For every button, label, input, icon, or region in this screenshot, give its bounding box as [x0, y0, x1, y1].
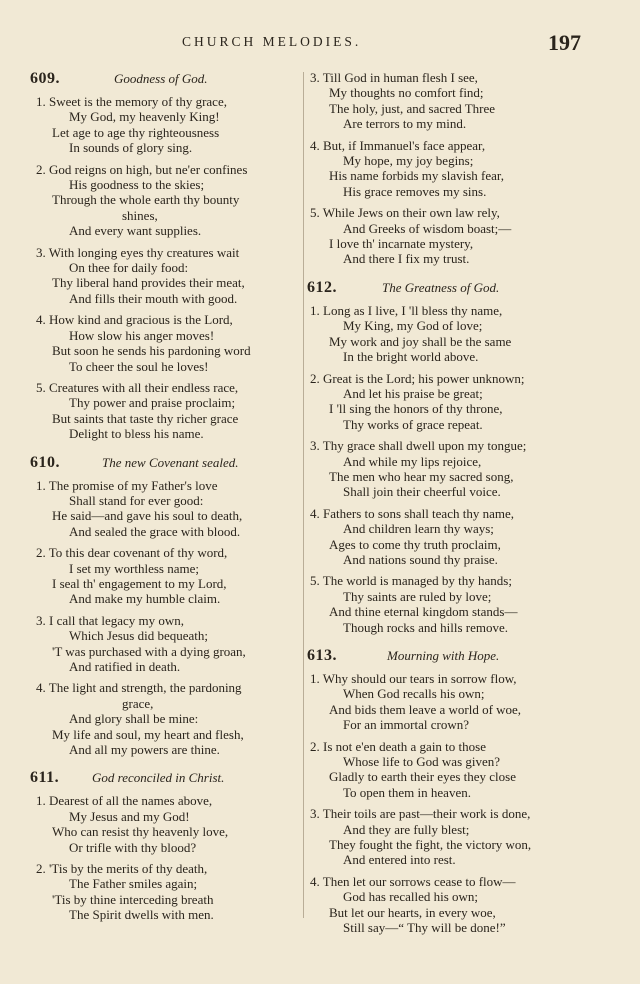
verse-line: My life and soul, my heart and flesh,	[52, 726, 244, 742]
verse-line: 4. Fathers to sons shall teach thy name,	[310, 505, 514, 521]
verse-line: Thy saints are ruled by love;	[343, 588, 492, 604]
verse-line: And sealed the grace with blood.	[69, 523, 241, 539]
verse	[307, 506, 579, 568]
hymn-number: 611.	[30, 769, 60, 787]
hymn-609	[30, 70, 302, 442]
verse-line: His goodness to the skies;	[69, 177, 205, 193]
verse-line: 1. Long as I live, I 'll bless thy name,	[310, 302, 503, 318]
verse-line: Through the whole earth thy bounty	[52, 192, 240, 208]
verse-line: Shall join their cheerful voice.	[343, 484, 501, 500]
hymn-number: 610.	[30, 453, 60, 471]
hymn-611-continued	[307, 70, 579, 267]
verse	[30, 680, 302, 757]
hymn-611	[30, 769, 302, 922]
verse-line: And they are fully blest;	[343, 821, 470, 837]
verse-line: 2. God reigns on high, but ne'er confines	[36, 161, 248, 177]
verse-line: When God recalls his own;	[343, 686, 485, 702]
verse	[30, 312, 302, 374]
hymn-612	[307, 279, 579, 635]
verse-line: But let our hearts, in every woe,	[329, 904, 496, 920]
verse-line: My thoughts no comfort find;	[329, 85, 484, 101]
hymn-title: Mourning with Hope.	[387, 648, 500, 663]
running-head: CHURCH MELODIES.	[182, 34, 362, 49]
verse-line: In the bright world above.	[343, 349, 479, 365]
verse-line: Delight to bless his name.	[69, 426, 204, 442]
verse-line: And fills their mouth with good.	[69, 290, 238, 306]
verse-line: Are terrors to my mind.	[343, 116, 467, 132]
right-column	[307, 70, 579, 942]
hymn-title: The Greatness of God.	[382, 279, 500, 295]
verse-line: For an immortal crown?	[343, 717, 469, 733]
verse-line: I set my worthless name;	[69, 560, 199, 576]
verse	[307, 438, 579, 500]
hymn-title: Goodness of God.	[114, 71, 208, 86]
verse-line: In sounds of glory sing.	[69, 140, 193, 156]
verse-line: The men who hear my sacred song,	[329, 468, 514, 484]
verse	[30, 545, 302, 607]
verse-line: My hope, my joy begins;	[343, 153, 474, 169]
verse	[30, 94, 302, 156]
verse-line: 2. To this dear covenant of thy word,	[36, 545, 228, 561]
verse-line: 2. Is not e'en death a gain to those	[310, 738, 486, 754]
verse-line: Shall stand for ever good:	[69, 492, 204, 508]
hymn-610	[30, 454, 302, 758]
verse	[30, 613, 302, 675]
verse-line: Still say—“ Thy will be done!”	[343, 920, 506, 936]
verse-line: They fought the fight, the victory won,	[329, 837, 532, 853]
verse-line: To cheer the soul he loves!	[69, 358, 209, 374]
verse-line: I seal th' engagement to my Lord,	[52, 575, 227, 591]
verse-line: The Father smiles again;	[69, 876, 198, 892]
verse-line: 5. While Jews on their own law rely,	[310, 205, 500, 221]
verse-line: 3. Till God in human flesh I see,	[310, 70, 478, 85]
verse	[307, 138, 579, 200]
verse-line: But saints that taste thy richer grace	[52, 410, 239, 426]
verse-line: Or trifle with thy blood?	[69, 839, 197, 855]
verse-line: shines,	[122, 207, 158, 223]
verse-line: My God, my heavenly King!	[69, 109, 220, 125]
verse-line: And while my lips rejoice,	[343, 453, 482, 469]
hymn-number: 609.	[30, 70, 60, 87]
page-header	[0, 30, 640, 54]
verse-line: 'T was purchased with a dying groan,	[52, 643, 246, 659]
verse-line: Let age to age thy righteousness	[52, 124, 220, 140]
verse-line: 5. Creatures with all their endless race,	[36, 379, 239, 395]
hymn-title: The new Covenant sealed.	[102, 454, 239, 470]
verse-line: 3. Their toils are past—their work is done,	[310, 806, 531, 822]
verse-line: And ratified in death.	[69, 659, 181, 674]
verse-line: And all my powers are thine.	[69, 742, 220, 758]
verse-line: Thy liberal hand provides their meat,	[52, 275, 245, 291]
verse-line: 1. Why should our tears in sorrow flow,	[310, 671, 517, 686]
verse-line: Thy works of grace repeat.	[343, 416, 483, 432]
verse	[307, 671, 579, 733]
verse-line: 4. Then let our sorrows cease to flow—	[310, 873, 516, 889]
verse-line: To open them in heaven.	[343, 784, 471, 800]
verse-line: And bids them leave a world of woe,	[329, 701, 522, 717]
verse	[307, 205, 579, 267]
verse-line: 4. The light and strength, the pardoning	[36, 680, 242, 696]
verse-line: Thy power and praise proclaim;	[69, 395, 236, 411]
verse-line: 1. The promise of my Father's love	[36, 477, 218, 493]
verse-line: My Jesus and my God!	[69, 808, 190, 824]
verse-line: 1. Sweet is the memory of thy grace,	[36, 94, 227, 109]
verse	[30, 793, 302, 855]
left-column	[30, 70, 302, 929]
hymn-number: 613.	[307, 647, 337, 664]
verse-line: 2. 'Tis by the merits of thy death,	[36, 861, 208, 877]
column-divider	[303, 72, 304, 918]
verse-line: 1. Dearest of all the names above,	[36, 793, 213, 809]
verse	[30, 861, 302, 923]
verse	[307, 573, 579, 635]
verse	[307, 371, 579, 433]
verse-line: 2. Great is the Lord; his power unknown;	[310, 370, 525, 386]
verse	[307, 303, 579, 365]
verse-line: But soon he sends his pardoning word	[52, 343, 251, 359]
verse-line: His name forbids my slavish fear,	[329, 168, 504, 184]
verse-line: 'Tis by thine interceding breath	[52, 891, 214, 907]
verse	[30, 162, 302, 239]
verse-line: And glory shall be mine:	[69, 711, 199, 727]
verse	[30, 478, 302, 540]
verse-line: He said—and gave his soul to death,	[52, 508, 243, 524]
verse-line: Though rocks and hills remove.	[343, 619, 508, 635]
verse-line: grace,	[122, 695, 154, 711]
verse-line: Which Jesus did bequeath;	[69, 628, 208, 644]
verse-line: And children learn thy ways;	[343, 521, 494, 537]
verse-line: Gladly to earth their eyes they close	[329, 769, 516, 785]
verse-line: 3. With longing eyes thy creatures wait	[36, 244, 240, 260]
verse-line: And there I fix my trust.	[343, 251, 470, 267]
verse-line: I 'll sing the honors of thy throne,	[329, 401, 503, 417]
verse	[307, 70, 579, 132]
hymn-613	[307, 647, 579, 936]
verse	[307, 806, 579, 868]
verse-line: My work and joy shall be the same	[329, 333, 512, 349]
verse-line: I love th' incarnate mystery,	[329, 236, 474, 252]
verse	[30, 245, 302, 307]
hymn-title: God reconciled in Christ.	[92, 770, 225, 786]
verse-line: 4. But, if Immanuel's face appear,	[310, 137, 486, 153]
verse-line: And nations sound thy praise.	[343, 551, 498, 567]
verse	[307, 874, 579, 936]
verse	[307, 739, 579, 801]
verse-line: How slow his anger moves!	[69, 327, 215, 343]
verse-line: Whose life to God was given?	[343, 754, 501, 770]
verse-line: 3. I call that legacy my own,	[36, 612, 185, 628]
verse-line: And thine eternal kingdom stands—	[329, 604, 518, 620]
verse-line: And Greeks of wisdom boast;—	[343, 220, 512, 236]
verse-line: And let his praise be great;	[343, 385, 483, 401]
verse-line: Ages to come thy truth proclaim,	[329, 536, 501, 552]
verse-line: Who can resist thy heavenly love,	[52, 824, 229, 840]
page-number: 197	[548, 30, 581, 55]
verse-line: My King, my God of love;	[343, 318, 483, 334]
verse-line: His grace removes my sins.	[343, 183, 487, 199]
verse-line: On thee for daily food:	[69, 260, 189, 276]
verse-line: 4. How kind and gracious is the Lord,	[36, 312, 233, 328]
hymn-number: 612.	[307, 278, 337, 296]
verse-line: 3. Thy grace shall dwell upon my tongue;	[310, 438, 527, 454]
verse-line: The Spirit dwells with men.	[69, 907, 214, 923]
verse-line: And entered into rest.	[343, 852, 456, 868]
verse	[30, 380, 302, 442]
verse-line: And every want supplies.	[69, 223, 202, 239]
verse-line: 5. The world is managed by thy hands;	[310, 573, 512, 589]
verse-line: The holy, just, and sacred Three	[329, 100, 496, 116]
verse-line: God has recalled his own;	[343, 889, 479, 905]
verse-line: And make my humble claim.	[69, 591, 221, 607]
